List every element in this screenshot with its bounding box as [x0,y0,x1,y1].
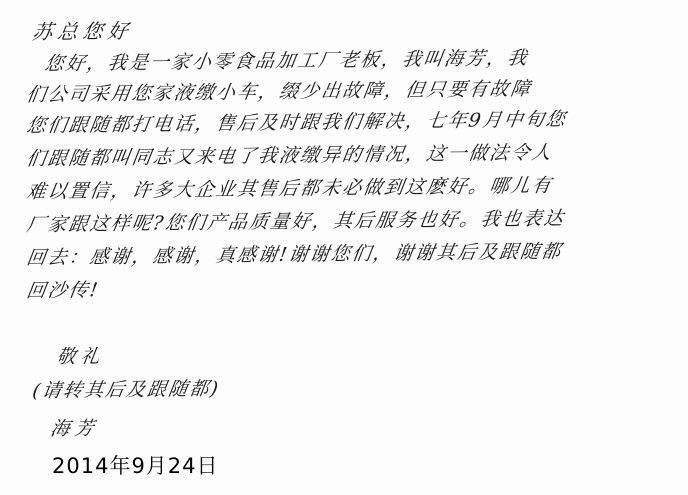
letter-date: 2014年9月24日 [52,454,219,478]
letter-body-line: 您好，我是一家小零食品加工厂老板，我叫海芳，我 [43,47,531,75]
letter-body-line: 厂家跟这样呢?您们产品质量好，其后服务也好。我也表达 [25,207,567,236]
letter-closing: 敬礼 [55,345,107,368]
letter-body-line: 难以置信，许多大企业其售后都未必做到这麽好。哪儿有 [25,174,555,203]
letter-salutation: 苏总您好 [30,18,135,44]
letter-body-line: 回沙传! [25,279,102,302]
letter-body-line: 们公司采用您家液缴小车，缀少出故障，但只要有故障 [25,77,534,106]
letter-note: (请转其后及跟随都) [31,377,222,402]
letter-body-line: 您们跟随都打电话，售后及时跟我们解决，七年9月中旬您 [25,108,569,137]
letter-signature: 海芳 [49,417,101,440]
letter-body-line: 回去：感谢，感谢，真感谢!谢谢您们，谢谢其后及跟随都 [25,240,564,269]
letter-body-line: 们跟随都叫同志又来电了我液缴异的情况，这一做法令人 [25,141,555,170]
